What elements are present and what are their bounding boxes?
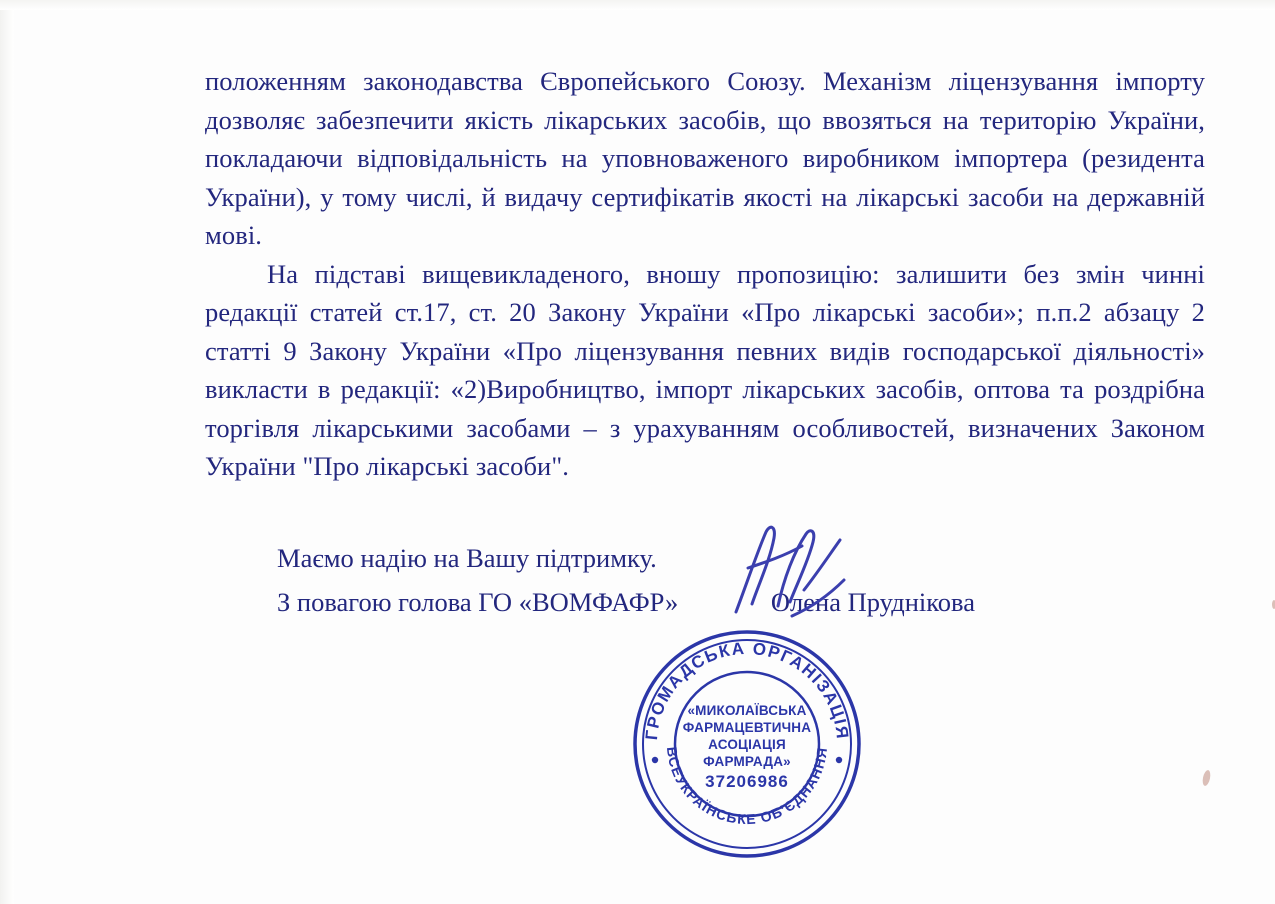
document-body <box>205 62 1205 486</box>
closing-line-1: Маємо надію на Вашу підтримку. <box>277 543 657 573</box>
stamp-center-text <box>631 702 863 770</box>
scan-speck <box>1201 769 1211 786</box>
stamp-center-line-3: АСОЦІАЦІЯ <box>708 737 786 752</box>
closing-block <box>205 536 1205 624</box>
svg-text:ГРОМАДСЬКА ОРГАНІЗАЦІЯ: ГРОМАДСЬКА ОРГАНІЗАЦІЯ <box>641 638 853 741</box>
paragraph-1: положенням законодавства Європейського Союзу. Механізм ліцензування імпорту дозволяє забезпечити якість лікарських засобів, що ввозяться на територію України, покладаючи відповідальність на уповноваженого виробником імпортера (резидента України), у тому числі, й видачу сертифікатів якості на лікарські засоби на державній мові. <box>205 66 1205 250</box>
stamp-center-line-2: ФАРМАЦЕВТИЧНА <box>682 720 812 735</box>
svg-text:ВСЕУКРАЇНСЬКЕ ОБ'ЄДНАННЯ: ВСЕУКРАЇНСЬКЕ ОБ'ЄДНАННЯ <box>663 745 831 828</box>
stamp-center-line-1: «МИКОЛАЇВСЬКА <box>687 703 807 718</box>
closing-line-2 <box>205 580 1205 624</box>
stamp-code: 37206986 <box>705 772 789 791</box>
signer-name: Олена Пруднікова <box>770 587 975 617</box>
closing-role: З повагою голова ГО «ВОМФАФР» <box>277 587 679 617</box>
scan-edge-top <box>0 0 1275 10</box>
stamp-center-line-4: ФАРМРАДА» <box>703 754 791 769</box>
scan-edge-left <box>0 0 14 904</box>
paragraph-2: На підставі вищевикладеного, вношу пропозицію: залишити без змін чинні редакції статей ст.17, ст. 20 Закону України «Про лікарські засоби»; п.п.2 абзацу 2 статті 9 Закону України «Про ліцензування певних видів господарської діяльності» викласти в редакції: «2)Виробництво, імпорт лікарських засобів, оптова та роздрібна торгівля лікарськими засобами – з урахуванням особливостей, визначених Законом України "Про лікарські засоби". <box>205 258 1205 481</box>
organization-stamp <box>631 628 863 860</box>
